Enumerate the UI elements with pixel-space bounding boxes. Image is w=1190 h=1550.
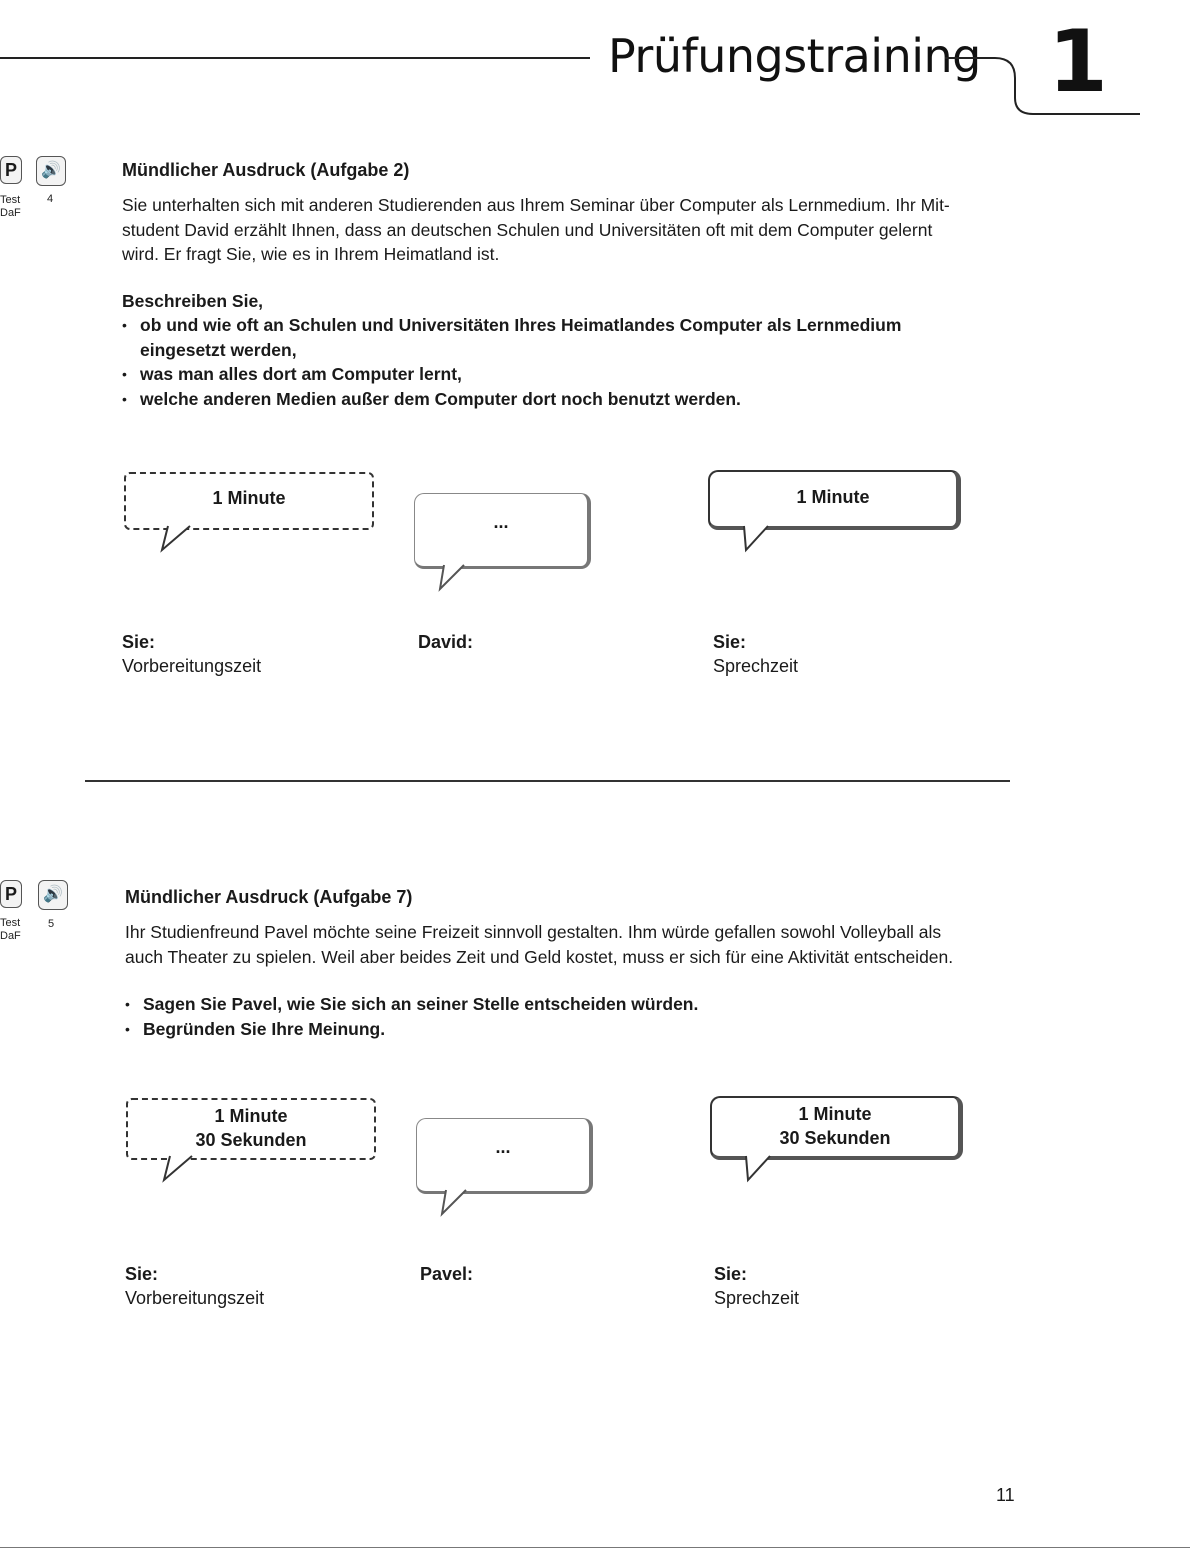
prep-time-bubble <box>124 472 374 530</box>
task-bullet: • was man alles dort am Computer lernt, <box>122 362 942 387</box>
task-heading: Mündlicher Ausdruck (Aufgabe 2) <box>122 160 410 180</box>
task-heading: Mündlicher Ausdruck (Aufgabe 7) <box>125 887 413 907</box>
task-intro <box>122 193 1022 267</box>
side-label-test: Test <box>0 917 21 929</box>
bubble-tail-icon <box>160 524 200 554</box>
chapter-bracket-line <box>945 18 1145 123</box>
role-you-speak-label: Sie: <box>713 632 747 652</box>
partner-bubble-dots: ... <box>495 1137 511 1157</box>
prep-time-bubble <box>126 1098 376 1160</box>
task-intro <box>125 920 1025 969</box>
task-bullet: • welche anderen Medien außer dem Computer dort noch benutzt werden. <box>122 387 942 412</box>
task-bullet: • Begründen Sie Ihre Meinung. <box>125 1017 945 1042</box>
audio-speaker-icon: 🔊 <box>38 880 68 910</box>
role-partner: David: <box>418 632 474 652</box>
bubble-tail-icon <box>738 524 778 554</box>
intro-line: auch Theater zu spielen. Weil aber beides Zeit und Geld kostet, muss er sich für eine Aktivität entscheiden. <box>125 946 954 967</box>
audio-track-number: 4 <box>47 193 54 205</box>
task-bullet: • Sagen Sie Pavel, wie Sie sich an seiner Stelle entscheiden würden. <box>125 992 945 1017</box>
speak-time-line2: 30 Sekunden <box>779 1128 891 1148</box>
testdaf-p-icon: P <box>0 156 22 184</box>
side-label-daf: DaF <box>0 930 21 942</box>
role-you-speak: Sprechzeit <box>713 656 799 676</box>
bubble-tail-icon <box>740 1154 780 1184</box>
prep-time-line1: 1 Minute <box>214 1106 288 1126</box>
bubble-tail-icon <box>438 1188 478 1218</box>
bubble-tail-icon <box>436 563 476 593</box>
partner-bubble <box>416 1118 593 1194</box>
prep-time-line1: 1 Minute <box>212 488 286 508</box>
page-title: Prüfungstraining <box>608 29 981 83</box>
task-prompt: Beschreiben Sie, <box>122 291 264 311</box>
side-label-test: Test <box>0 194 21 206</box>
audio-speaker-icon: 🔊 <box>36 156 66 186</box>
role-you: Sie: <box>122 632 156 652</box>
page-bottom-edge <box>0 1547 1190 1548</box>
intro-line: wird. Er fragt Sie, wie es in Ihrem Heimatland ist. <box>122 244 500 264</box>
partner-bubble-dots: ... <box>493 512 509 532</box>
role-you: Sie: <box>125 1264 159 1284</box>
role-partner: Pavel: <box>420 1264 474 1284</box>
testdaf-p-icon: P <box>0 880 22 908</box>
page-number: 11 <box>996 1485 1015 1505</box>
speak-time-line1: 1 Minute <box>796 487 870 507</box>
role-you-speak: Sprechzeit <box>714 1288 800 1308</box>
intro-line: Ihr Studienfreund Pavel möchte seine Freizeit sinnvoll gestalten. Ihm würde gefallen sowohl Volleyball als <box>125 922 942 942</box>
audio-track-number: 5 <box>48 918 55 930</box>
prep-time-line2: 30 Sekunden <box>195 1130 307 1150</box>
section-divider <box>85 780 1010 782</box>
header-rule <box>0 57 590 59</box>
chapter-number: 1 <box>1048 12 1108 112</box>
task-bullet-list <box>125 992 945 1041</box>
speak-time-bubble <box>710 1096 963 1160</box>
task-bullet-list <box>122 313 942 411</box>
intro-line: student David erzählt Ihnen, dass an deutschen Schulen und Universitäten oft mit dem Computer gelernt <box>122 219 933 240</box>
side-label-daf: DaF <box>0 207 21 219</box>
role-you-prep: Vorbereitungszeit <box>122 656 262 676</box>
role-you-prep: Vorbereitungszeit <box>125 1288 265 1308</box>
speak-time-line1: 1 Minute <box>798 1104 872 1124</box>
task-bullet: • ob und wie oft an Schulen und Universitäten Ihres Heimatlandes Computer als Lernmedium eingesetzt werden, <box>122 313 942 362</box>
bubble-tail-icon <box>162 1154 202 1184</box>
speak-time-bubble <box>708 470 961 530</box>
intro-line: Sie unterhalten sich mit anderen Studierenden aus Ihrem Seminar über Computer als Lernmedium. Ihr Mit- <box>122 195 950 215</box>
partner-bubble <box>414 493 591 569</box>
role-you-speak-label: Sie: <box>714 1264 748 1284</box>
